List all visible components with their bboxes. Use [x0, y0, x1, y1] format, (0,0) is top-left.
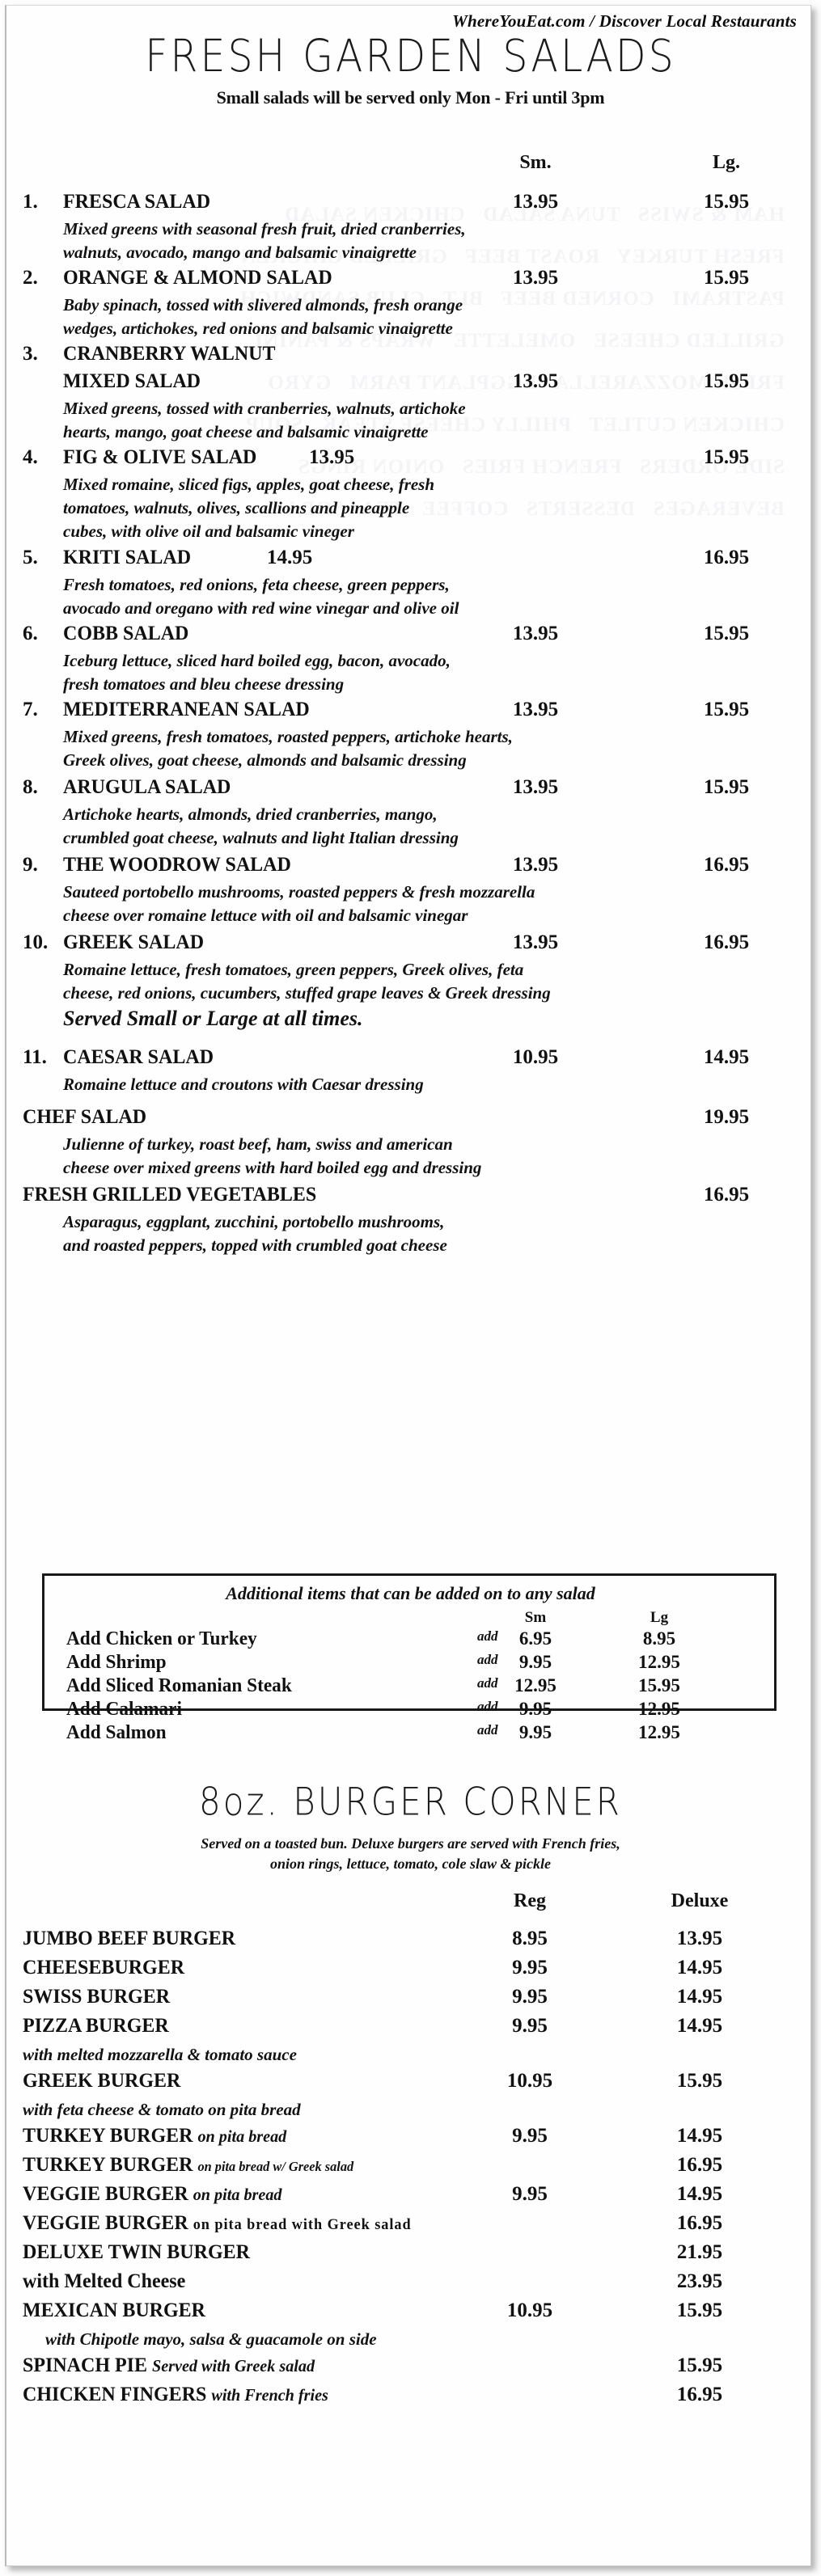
item-name-qualifier: with French fries — [211, 2385, 328, 2405]
item-number: 11. — [23, 1046, 47, 1068]
item-name-main: VEGGIE BURGER — [23, 2183, 193, 2205]
menu-row-swiss-burger[interactable] — [0, 1986, 821, 2010]
menu-row-jumbo-beef-burger[interactable] — [0, 1928, 821, 1952]
addon-add-word: add — [477, 1722, 498, 1738]
item-description-line: Greek olives, goat cheese, almonds and balsamic dressing — [63, 750, 467, 770]
item-price-lg: 16.95 — [703, 931, 750, 953]
item-name-main: TURKEY BURGER — [23, 2125, 198, 2147]
item-name-main: SPINACH PIE — [23, 2354, 153, 2376]
item-description-line: Romaine lettuce, fresh tomatoes, green peppers, Greek olives, feta — [63, 960, 524, 979]
item-number: 7. — [23, 699, 38, 720]
item-description-line: Asparagus, eggplant, zucchini, portobello mushrooms, — [63, 1212, 445, 1231]
item-price-sm: 13.95 — [512, 191, 559, 213]
menu-row-pizza-burger[interactable] — [0, 2015, 821, 2039]
item-name: FIG & OLIVE SALAD — [63, 446, 257, 468]
addon-name: Add Calamari — [66, 1699, 182, 1720]
item-description-line: Mixed greens with seasonal fresh fruit, dried cranberries, — [63, 219, 466, 239]
item-name-qualifier: on pita bread — [193, 2185, 282, 2204]
item-name — [23, 2183, 281, 2206]
item-price-lg: 16.95 — [703, 547, 750, 568]
item-description-line: cheese, red onions, cucumbers, stuffed grape leaves & Greek dressing — [63, 983, 551, 1003]
menu-row-salad-3[interactable] — [0, 343, 821, 367]
item-name: CHEESEBURGER — [23, 1957, 185, 1978]
item-price-sm: 10.95 — [512, 1046, 559, 1068]
item-price-deluxe: 14.95 — [676, 1986, 723, 2008]
addons-col-lg: Lg — [650, 1609, 669, 1626]
menu-row-veggie-burger-pita[interactable] — [0, 2183, 821, 2207]
item-price-deluxe: 23.95 — [676, 2270, 723, 2292]
item-price-lg: 15.95 — [703, 370, 750, 392]
item-price-lg: 16.95 — [703, 854, 750, 876]
addon-name: Add Salmon — [66, 1722, 167, 1743]
item-description-line: Artichoke hearts, almonds, dried cranberries, mango, — [63, 804, 438, 824]
item-description-line: cubes, with olive oil and balsamic vineger — [63, 522, 354, 541]
item-price-deluxe: 14.95 — [676, 2015, 723, 2037]
item-price-sm: 13.95 — [512, 623, 559, 644]
burger-subtitle-line2: onion rings, lettuce, tomato, cole slaw & pickle — [269, 1856, 551, 1872]
item-price-deluxe: 14.95 — [676, 2183, 723, 2205]
item-price-sm: 13.95 — [512, 854, 559, 876]
item-price-deluxe: 14.95 — [676, 1957, 723, 1978]
item-price-lg: 16.95 — [703, 1184, 750, 1206]
item-price-reg: 9.95 — [512, 1957, 548, 1978]
burger-col-deluxe: Deluxe — [671, 1890, 729, 1911]
menu-row-salad-1[interactable] — [0, 191, 821, 215]
item-description-line: Romaine lettuce and croutons with Caesar dressing — [63, 1075, 424, 1094]
item-price-deluxe: 15.95 — [676, 2354, 723, 2376]
item-name-main: CHICKEN FINGERS — [23, 2384, 212, 2405]
menu-row-turkey-burger-greek-salad[interactable] — [0, 2154, 821, 2178]
addon-name: Add Sliced Romanian Steak — [66, 1675, 292, 1696]
item-number: 8. — [23, 776, 38, 798]
item-description-line: Mixed greens, fresh tomatoes, roasted peppers, artichoke hearts, — [63, 727, 513, 746]
item-name-qualifier: on pita bread — [197, 2126, 287, 2146]
item-price-lg: 15.95 — [703, 699, 750, 720]
item-description-line: cheese over mixed greens with hard boiled egg and dressing — [63, 1158, 482, 1177]
item-name-qualifier: Served with Greek salad — [152, 2356, 315, 2375]
addon-name: Add Shrimp — [66, 1652, 167, 1673]
addon-price-sm: 9.95 — [518, 1652, 552, 1672]
item-description-line: avocado and oregano with red wine vinegar and olive oil — [63, 598, 459, 618]
addon-price-sm: 6.95 — [518, 1628, 552, 1649]
item-name: with Melted Cheese — [23, 2270, 186, 2292]
item-name: CAESAR SALAD — [63, 1046, 214, 1068]
addon-price-lg: 12.95 — [638, 1652, 680, 1672]
menu-row-grilled-vegetables[interactable] — [0, 1184, 821, 1208]
item-number: 9. — [23, 854, 38, 876]
item-price-sm: 13.95 — [512, 776, 559, 798]
item-name: CHEF SALAD — [23, 1106, 147, 1128]
menu-row-salad-4[interactable] — [0, 446, 821, 471]
menu-row-salad-8[interactable] — [0, 776, 821, 800]
item-description-line: Julienne of turkey, roast beef, ham, swiss and american — [63, 1134, 453, 1154]
menu-row-salad-3-line2[interactable] — [0, 370, 821, 395]
item-price-deluxe: 13.95 — [676, 1928, 723, 1949]
salads-col-sm: Sm. — [519, 152, 552, 173]
burger-subtitle-line1: Served on a toasted bun. Deluxe burgers are served with French fries, — [201, 1835, 620, 1852]
burger-section-title: 8oz. BURGER CORNER — [199, 1780, 622, 1824]
item-name-line2: MIXED SALAD — [63, 370, 201, 392]
item-name: COBB SALAD — [63, 623, 189, 644]
item-price-reg: 10.95 — [506, 2299, 553, 2321]
item-description-line: Baby spinach, tossed with slivered almonds, fresh orange — [63, 295, 463, 315]
item-price-lg: 15.95 — [703, 267, 750, 289]
menu-row-twin-burger-melted-cheese[interactable] — [0, 2270, 821, 2295]
menu-row-turkey-burger-pita[interactable] — [0, 2125, 821, 2149]
addon-price-lg: 12.95 — [638, 1699, 680, 1719]
item-description-line: tomatoes, walnuts, olives, scallions and pineapple — [63, 498, 410, 517]
salads-subtitle: Small salads will be served only Mon - Fri until 3pm — [216, 87, 605, 108]
item-description-line: Mixed romaine, sliced figs, apples, goat cheese, fresh — [63, 475, 435, 494]
item-price-sm: 13.95 — [512, 931, 559, 953]
item-price-reg: 9.95 — [512, 2125, 548, 2147]
item-price-reg: 10.95 — [506, 2070, 553, 2092]
item-description-line: walnuts, avocado, mango and balsamic vinaigrette — [63, 243, 417, 262]
menu-row-salad-7[interactable] — [0, 699, 821, 723]
item-number: 4. — [23, 446, 38, 468]
menu-row-salad-2[interactable] — [0, 267, 821, 291]
salads-section-title: FRESH GARDEN SALADS — [145, 30, 676, 82]
item-name: ARUGULA SALAD — [63, 776, 231, 798]
item-name: FRESH GRILLED VEGETABLES — [23, 1184, 317, 1206]
item-price-reg: 9.95 — [512, 1986, 548, 2008]
item-number: 6. — [23, 623, 38, 644]
served-size-note: Served Small or Large at all times. — [63, 1007, 363, 1030]
menu-row-spinach-pie[interactable] — [0, 2354, 821, 2379]
item-name: DELUXE TWIN BURGER — [23, 2241, 250, 2263]
item-name: GREEK BURGER — [23, 2070, 181, 2092]
item-name: ORANGE & ALMOND SALAD — [63, 267, 332, 289]
item-number: 5. — [23, 547, 38, 568]
item-name: CRANBERRY WALNUT — [63, 343, 276, 365]
menu-row-chef-salad[interactable] — [0, 1106, 821, 1130]
item-price-deluxe: 16.95 — [676, 2384, 723, 2405]
item-note: with melted mozzarella & tomato sauce — [23, 2045, 297, 2064]
menu-row-chicken-fingers[interactable] — [0, 2384, 821, 2408]
item-description-line: wedges, artichokes, red onions and balsamic vinaigrette — [63, 319, 453, 338]
item-number: 2. — [23, 267, 38, 289]
item-price-deluxe: 15.95 — [676, 2299, 723, 2321]
menu-row-salad-10[interactable] — [0, 931, 821, 956]
item-name: JUMBO BEEF BURGER — [23, 1928, 236, 1949]
item-description-line: Fresh tomatoes, red onions, feta cheese, green peppers, — [63, 575, 450, 594]
burger-col-reg: Reg — [514, 1890, 546, 1911]
item-price-sm: 13.95 — [309, 446, 355, 468]
item-name: THE WOODROW SALAD — [63, 854, 291, 876]
item-number: 3. — [23, 343, 38, 365]
item-name: SWISS BURGER — [23, 1986, 171, 2008]
item-description-line: hearts, mango, goat cheese and balsamic vinaigrette — [63, 422, 429, 441]
item-price-reg: 8.95 — [512, 1928, 548, 1949]
menu-row-greek-burger[interactable] — [0, 2070, 821, 2094]
addon-price-lg: 15.95 — [638, 1675, 680, 1696]
item-price-deluxe: 16.95 — [676, 2212, 723, 2234]
addon-price-sm: 9.95 — [518, 1722, 552, 1742]
item-note: with Chipotle mayo, salsa & guacamole on side — [45, 2329, 377, 2349]
item-price-sm: 13.95 — [512, 267, 559, 289]
addon-row-shrimp[interactable] — [0, 1652, 821, 1673]
item-price-deluxe: 16.95 — [676, 2154, 723, 2176]
item-price-lg: 15.95 — [703, 191, 750, 213]
item-description-line: Sauteed portobello mushrooms, roasted peppers & fresh mozzarella — [63, 882, 535, 902]
item-price-lg: 15.95 — [703, 776, 750, 798]
addons-col-sm: Sm — [524, 1609, 547, 1626]
menu-row-salad-9[interactable] — [0, 854, 821, 878]
item-description-line: cheese over romaine lettuce with oil and balsamic vinegar — [63, 906, 468, 925]
menu-row-salad-5[interactable] — [0, 547, 821, 571]
item-number: 1. — [23, 191, 38, 213]
menu-row-veggie-burger-greek-salad[interactable] — [0, 2212, 821, 2236]
item-price-sm: 13.95 — [512, 370, 559, 392]
item-price-lg: 14.95 — [703, 1046, 750, 1068]
addons-title: Additional items that can be added on to any salad — [226, 1583, 595, 1603]
addon-price-lg: 8.95 — [642, 1628, 676, 1649]
item-name — [23, 2125, 286, 2147]
addon-add-word: add — [477, 1699, 498, 1714]
addon-add-word: add — [477, 1628, 498, 1644]
addon-add-word: add — [477, 1675, 498, 1691]
menu-row-salad-11[interactable] — [0, 1046, 821, 1071]
menu-row-deluxe-twin-burger[interactable] — [0, 2241, 821, 2266]
menu-row-salad-6[interactable] — [0, 623, 821, 647]
item-price-sm: 13.95 — [512, 699, 559, 720]
item-description-line: and roasted peppers, topped with crumbled goat cheese — [63, 1235, 447, 1255]
addon-price-sm: 9.95 — [518, 1699, 552, 1719]
item-name-main: TURKEY BURGER — [23, 2154, 198, 2176]
item-price-deluxe: 21.95 — [676, 2241, 723, 2263]
item-price-reg: 9.95 — [512, 2183, 548, 2205]
item-name: MEXICAN BURGER — [23, 2299, 206, 2321]
item-name — [23, 2212, 412, 2235]
item-name: MEDITERRANEAN SALAD — [63, 699, 310, 720]
item-note: with feta cheese & tomato on pita bread — [23, 2100, 301, 2119]
item-name: GREEK SALAD — [63, 931, 205, 953]
item-description-line: Iceburg lettuce, sliced hard boiled egg, bacon, avocado, — [63, 651, 451, 670]
item-price-lg: 19.95 — [703, 1106, 750, 1128]
addon-price-sm: 12.95 — [514, 1675, 557, 1696]
salads-col-lg: Lg. — [712, 152, 740, 173]
item-price-lg: 15.95 — [703, 446, 750, 468]
addon-add-word: add — [477, 1652, 498, 1667]
item-name-main: VEGGIE BURGER — [23, 2212, 193, 2234]
item-name — [23, 2354, 315, 2377]
item-name — [23, 2384, 328, 2406]
item-name-qualifier: on pita bread with Greek salad — [193, 2216, 412, 2233]
addon-price-lg: 12.95 — [638, 1722, 680, 1742]
addon-row-chicken-turkey[interactable] — [0, 1628, 821, 1649]
menu-row-mexican-burger[interactable] — [0, 2299, 821, 2324]
site-watermark: WhereYouEat.com / Discover Local Restaurants — [452, 11, 797, 31]
item-price-sm: 14.95 — [267, 547, 313, 568]
addon-row-calamari[interactable] — [0, 1699, 821, 1720]
item-number: 10. — [23, 931, 49, 953]
item-price-reg: 9.95 — [512, 2015, 548, 2037]
item-name: FRESCA SALAD — [63, 191, 211, 213]
addon-row-romanian-steak[interactable] — [0, 1675, 821, 1696]
item-name — [23, 2154, 353, 2177]
addon-row-salmon[interactable] — [0, 1722, 821, 1743]
item-name: PIZZA BURGER — [23, 2015, 169, 2037]
item-name: KRITI SALAD — [63, 547, 192, 568]
item-description-line: fresh tomatoes and bleu cheese dressing — [63, 674, 345, 694]
item-name-qualifier: on pita bread w/ Greek salad — [197, 2159, 354, 2174]
item-price-deluxe: 14.95 — [676, 2125, 723, 2147]
item-description-line: crumbled goat cheese, walnuts and light Italian dressing — [63, 828, 459, 847]
menu-row-cheeseburger[interactable] — [0, 1957, 821, 1981]
addon-name: Add Chicken or Turkey — [66, 1628, 257, 1649]
item-price-lg: 15.95 — [703, 623, 750, 644]
item-description-line: Mixed greens, tossed with cranberries, walnuts, artichoke — [63, 399, 466, 418]
item-price-deluxe: 15.95 — [676, 2070, 723, 2092]
